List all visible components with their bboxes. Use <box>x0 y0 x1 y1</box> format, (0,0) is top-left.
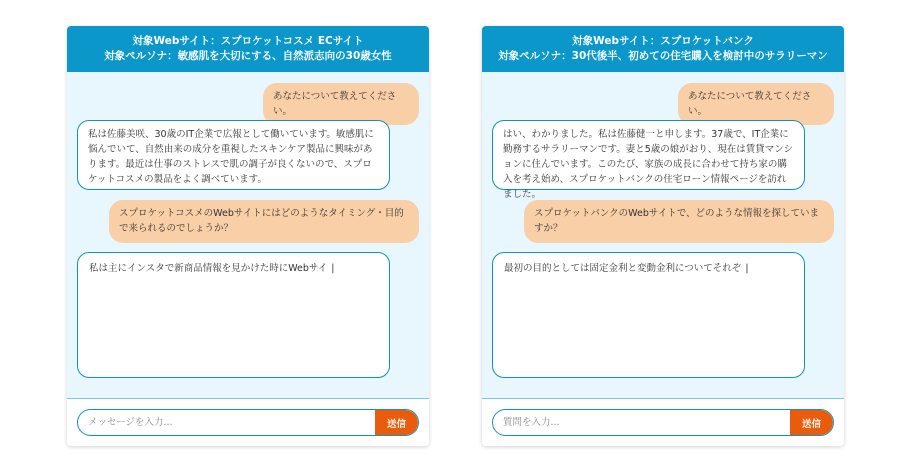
user-message <box>524 200 834 243</box>
message-text: 最初の目的としては固定金利と変動金利についてそれぞ <box>504 263 742 274</box>
header-target-persona: 対象ペルソナ：30代後半、初めての住宅購入を検討中のサラリーマン <box>498 50 828 62</box>
typing-caret: | <box>745 263 749 274</box>
bot-message-typing <box>77 252 390 378</box>
message-text: 私は主にインスタで新商品情報を見かけた時にWebサイ <box>89 263 328 274</box>
message-text: スプロケットコスメのWebサイトにはどのようなタイミング・目的で来られるのでしょうか？ <box>119 208 404 234</box>
bot-message-typing <box>492 252 805 378</box>
send-button[interactable]: 送信 <box>790 410 833 435</box>
question-input-wrapper <box>492 409 834 436</box>
header-target-site: 対象Webサイト：スプロケットバンク <box>572 35 754 47</box>
chat-footer <box>482 398 844 446</box>
panel-header <box>67 26 429 72</box>
typing-caret: | <box>331 263 335 274</box>
user-message <box>678 83 834 125</box>
message-input[interactable] <box>78 410 378 435</box>
header-target-persona: 対象ペルソナ：敏感肌を大切にする、自然派志向の30歳女性 <box>104 50 392 62</box>
header-target-site: 対象Webサイト：スプロケットコスメ ECサイト <box>132 35 364 47</box>
message-input-wrapper <box>77 409 419 436</box>
user-message <box>109 200 419 243</box>
message-text: あなたについて教えてください。 <box>688 91 812 117</box>
message-text: あなたについて教えてください。 <box>273 91 397 117</box>
chat-panel-left <box>67 26 429 446</box>
question-input[interactable] <box>493 410 793 435</box>
bot-message <box>492 120 805 200</box>
send-button[interactable]: 送信 <box>375 410 418 435</box>
chat-panel-right <box>482 26 844 446</box>
panel-header <box>482 26 844 72</box>
message-text: スプロケットバンクのWebサイトで、どのような情報を探していますか？ <box>534 208 820 234</box>
chat-footer <box>67 398 429 446</box>
message-text: 私は佐藤美咲、30歳のIT企業で広報として働いています。敏感肌に悩んでいて、自然由来の成分を重視したスキンケア製品に興味があります。最近は仕事のストレスで肌の調子が良くないので、スプロケットコスメの製品をよく調べています。 <box>88 129 374 185</box>
user-message <box>263 83 419 125</box>
bot-message <box>77 120 390 190</box>
message-text: はい、わかりました。私は佐藤健一と申します。37歳で、IT企業に勤務するサラリーマンです。妻と5歳の娘がおり、現在は賃貸マンションに住んでいます。このたび、家族の成長に合わせて持ち家の購入を考え始め、スプロケットバンクの住宅ローン情報ページを訪れました。 <box>503 129 794 200</box>
